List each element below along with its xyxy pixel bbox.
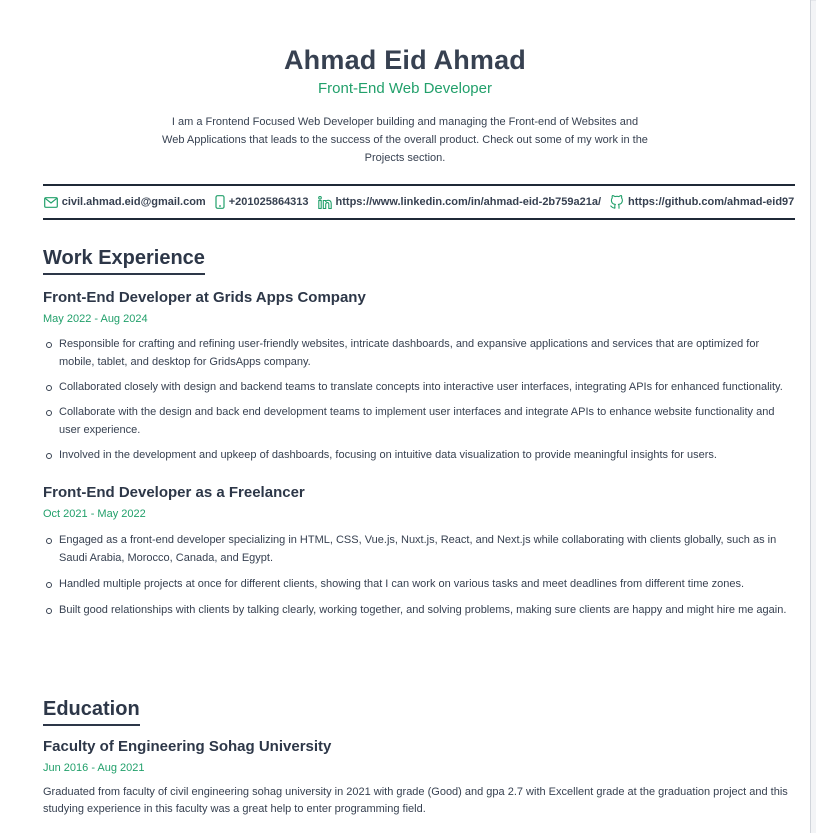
linkedin-icon	[318, 196, 332, 209]
bullet-item: Built good relationships with clients by talking clearly, working together, and solving problems, making sure clients are happy and might hire me again.	[59, 601, 795, 619]
job-date: May 2022 - Aug 2024	[43, 313, 148, 325]
contact-bar	[43, 184, 795, 220]
bullet-item: Responsible for crafting and refining user-friendly websites, intricate dashboards, and expansive applications and services that are optimized for mobile, tablet, and desktop for GridsApps company.	[59, 335, 795, 371]
job-date: Oct 2021 - May 2022	[43, 508, 146, 520]
resume-header	[0, 0, 810, 167]
job-headline: Front-End Web Developer	[318, 80, 492, 97]
contact-phone[interactable]	[215, 195, 309, 209]
job-bullets	[43, 335, 795, 464]
mail-icon	[44, 197, 58, 208]
bullet-item: Handled multiple projects at once for different clients, showing that I can work on various tasks and meet deadlines from different time zones.	[59, 575, 795, 593]
phone-text: +201025864313	[228, 196, 309, 208]
contact-github[interactable]	[610, 195, 794, 209]
phone-icon	[215, 195, 225, 209]
job-entry	[43, 289, 795, 464]
section-heading-education: Education	[43, 697, 140, 726]
contact-linkedin[interactable]	[318, 196, 602, 209]
job-title: Front-End Developer at Grids Apps Company	[43, 289, 366, 306]
github-text: https://github.com/ahmad-eid97	[628, 196, 795, 208]
bullet-item: Involved in the development and upkeep of dashboards, focusing on intuitive data visualization to provide meaningful insights for users.	[59, 446, 795, 464]
section-heading-experience: Work Experience	[43, 246, 205, 275]
github-icon	[610, 195, 624, 209]
job-entry	[43, 484, 795, 619]
education-section	[43, 697, 795, 818]
summary-text: I am a Frontend Focused Web Developer building and managing the Front-end of Websites and Web Applications that leads to the success of the overall product. Check out some of my work in the Projects section.	[162, 116, 648, 164]
linkedin-text: https://www.linkedin.com/in/ahmad-eid-2b759a21a/	[335, 196, 602, 208]
work-experience-section	[43, 246, 795, 619]
job-title: Front-End Developer as a Freelancer	[43, 484, 305, 501]
education-date: Jun 2016 - Aug 2021	[43, 762, 145, 774]
school-name: Faculty of Engineering Sohag University	[43, 738, 332, 755]
bullet-item: Engaged as a front-end developer specializing in HTML, CSS, Vue.js, Nuxt.js, React, and Next.js while collaborating with clients globally, such as in Saudi Arabia, Morocco, Canada, and Egypt.	[59, 531, 795, 567]
bullet-item: Collaborated closely with design and backend teams to translate concepts into interactive user interfaces, integrating APIs for enhanced functionality.	[59, 378, 795, 396]
person-name: Ahmad Eid Ahmad	[283, 45, 527, 75]
email-text: civil.ahmad.eid@gmail.com	[61, 196, 206, 208]
job-bullets	[43, 531, 795, 619]
education-description: Graduated from faculty of civil engineering sohag university in 2021 with grade (Good) and gpa 2.7 with Excellent grade at the graduation project and this studying experience in this faculty was a great help to enter programming field.	[43, 786, 788, 815]
bullet-item: Collaborate with the design and back end development teams to implement user interfaces and integrate APIs to enhance website functionality and user experience.	[59, 403, 795, 439]
contact-email[interactable]	[44, 196, 206, 208]
